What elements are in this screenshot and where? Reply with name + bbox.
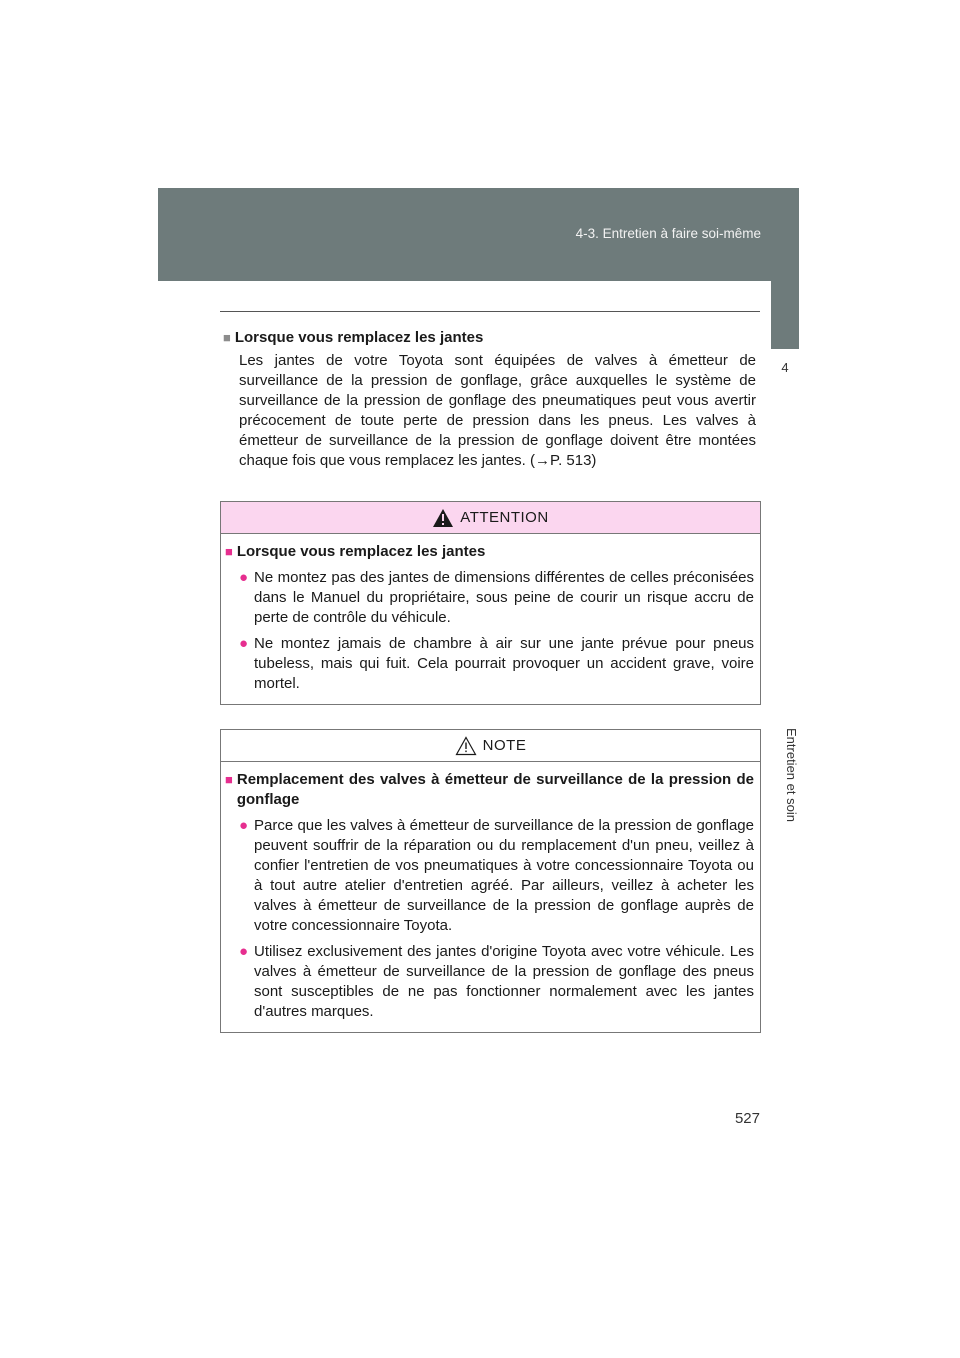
bullet-dot-icon: ● bbox=[239, 943, 249, 960]
attention-body bbox=[221, 534, 760, 704]
caution-triangle-icon bbox=[455, 736, 477, 756]
note-box bbox=[220, 729, 761, 1033]
list-item bbox=[239, 568, 754, 628]
note-heading bbox=[225, 770, 754, 810]
attention-heading bbox=[225, 542, 754, 562]
square-bullet-icon: ■ bbox=[225, 544, 233, 559]
attention-title: ATTENTION bbox=[460, 509, 549, 526]
square-bullet-icon: ■ bbox=[225, 772, 233, 787]
intro-heading-text: Lorsque vous remplacez les jantes bbox=[234, 329, 484, 346]
list-item bbox=[239, 634, 754, 694]
bullet-text: Utilisez exclusivement des jantes d'origine Toyota avec votre véhicule. Les valves à émetteur de surveillance de la pression de gonflage des pneus sont susceptibles de ne pas fonctionner normalement avec les jantes d'autres marques. bbox=[254, 943, 754, 1020]
square-bullet-icon: ■ bbox=[223, 330, 231, 345]
intro-section bbox=[223, 328, 756, 471]
bullet-dot-icon: ● bbox=[239, 569, 249, 586]
chapter-tab bbox=[771, 281, 799, 349]
note-title: NOTE bbox=[482, 737, 527, 754]
attention-header bbox=[221, 502, 760, 534]
header-band bbox=[158, 188, 799, 281]
note-header bbox=[221, 730, 760, 762]
chapter-label: Entretien et soin bbox=[784, 728, 799, 822]
bullet-dot-icon: ● bbox=[239, 817, 249, 834]
warning-triangle-icon bbox=[432, 508, 454, 528]
chapter-number: 4 bbox=[781, 360, 789, 375]
note-body bbox=[221, 762, 760, 1032]
list-item bbox=[239, 942, 754, 1022]
intro-heading bbox=[223, 328, 756, 348]
top-rule bbox=[220, 311, 760, 312]
attention-heading-text: Lorsque vous remplacez les jantes bbox=[236, 543, 486, 560]
bullet-text: Parce que les valves à émetteur de surveillance de la pression de gonflage peuvent souffrir de la réparation ou du remplacement d'un pneu, veillez à confier l'entretien de vos pneumatiques à votre concessionnaire Toyota ou à tout autre atelier d'entretien agréé. Par ailleurs, veillez à acheter les valves à émetteur de surveillance de la pression de gonflage auprès de votre concessionnaire Toyota. bbox=[254, 817, 754, 934]
intro-body: Les jantes de votre Toyota sont équipées de valves à émetteur de surveillance de la pression de gonflage, grâce auxquelles le système de surveillance de la pression de gonflage des pneumatiques peut vous avertir précocement de toute perte de pression dans les pneus. Les valves à émetteur de surveillance de la pression de gonflage doivent être montées chaque fois que vous remplacez les jantes. (→P. 513) bbox=[239, 352, 756, 469]
section-title: 4-3. Entretien à faire soi-même bbox=[575, 226, 761, 241]
bullet-text: Ne montez pas des jantes de dimensions différentes de celles préconisées dans le Manuel du propriétaire, sous peine de courir un risque accru de perte de contrôle du véhicule. bbox=[254, 569, 754, 626]
list-item bbox=[239, 816, 754, 936]
bullet-dot-icon: ● bbox=[239, 635, 249, 652]
note-heading-text: Remplacement des valves à émetteur de surveillance de la pression de gonflage bbox=[236, 771, 754, 808]
page-number: 527 bbox=[734, 1110, 760, 1127]
bullet-text: Ne montez jamais de chambre à air sur une jante prévue pour pneus tubeless, mais qui fuit. Cela pourrait provoquer un accident grave, voire mortel. bbox=[254, 635, 754, 692]
attention-box bbox=[220, 501, 761, 705]
